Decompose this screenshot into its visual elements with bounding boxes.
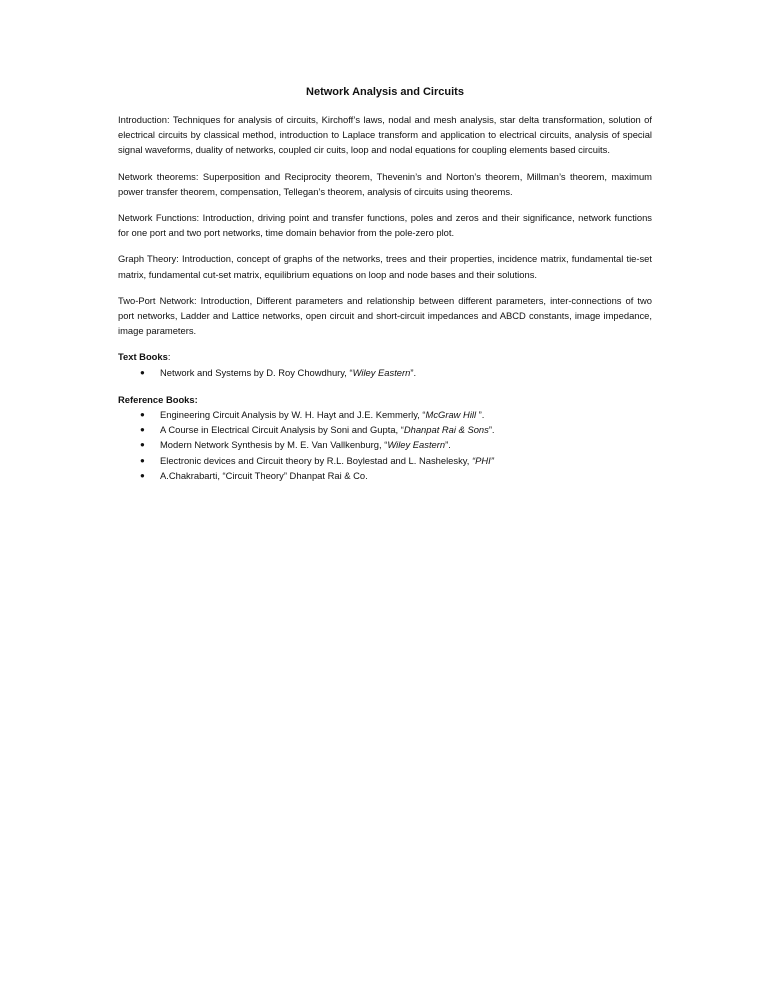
text-books-list xyxy=(118,365,652,380)
bullet-icon: ● xyxy=(140,470,145,480)
bullet-icon: ● xyxy=(140,425,145,435)
document-page xyxy=(118,86,652,495)
bullet-icon: ● xyxy=(140,367,145,377)
text-books-colon: : xyxy=(167,351,171,363)
list-item: ● A.Chakrabarti, “Circuit Theory” Dhanpat Rai & Co. xyxy=(118,468,652,483)
bullet-icon: ● xyxy=(140,455,145,465)
paragraph-network-functions: Network Functions: Introduction, driving point and transfer functions, poles and zeros and their significance, network functions for one port and two port networks, time domain behavior from the pole-zero plot. xyxy=(118,212,652,239)
reference-books-label: Reference Books: xyxy=(118,393,198,405)
text-books-label: Text Books xyxy=(118,351,168,363)
bullet-icon: ● xyxy=(140,440,145,450)
list-item: ● Electronic devices and Circuit theory by R.L. Boylestad and L. Nashelesky, “PHI” xyxy=(118,453,652,468)
list-item: ● Engineering Circuit Analysis by W. H. Hayt and J.E. Kemmerly, “McGraw Hill ”. xyxy=(118,407,652,422)
paragraph-two-port-network: Two-Port Network: Introduction, Different parameters and relationship between different parameters, inter-connections of two port networks, Ladder and Lattice networks, open circuit and short-circuit impedances and ABCD constants, image impedance, image parameters. xyxy=(118,294,652,337)
page-title: Network Analysis and Circuits xyxy=(306,86,464,98)
paragraph-network-theorems: Network theorems: Superposition and Reciprocity theorem, Thevenin’s and Norton’s theorem, Millman’s theorem, maximum power transfer theorem, compensation, Tellegan’s theorem, analysis of circuits using theorems. xyxy=(118,170,652,197)
list-item: ● A Course in Electrical Circuit Analysis by Soni and Gupta, “Dhanpat Rai & Sons”. xyxy=(118,422,652,437)
paragraph-graph-theory: Graph Theory: Introduction, concept of graphs of the networks, trees and their properties, incidence matrix, fundamental tie-set matrix, fundamental cut-set matrix, equilibrium equations on loop and node bases and their solutions. xyxy=(118,253,652,280)
paragraph-introduction: Introduction: Techniques for analysis of circuits, Kirchoff’s laws, nodal and mesh analysis, star delta transformation, solution of electrical circuits by classical method, introduction to Laplace transform and application to electrical circuits, analysis of special signal waveforms, duality of networks, coupled cir cuits, loop and nodal equations for coupling elements based circuits. xyxy=(118,114,652,156)
text-books-heading xyxy=(118,349,652,364)
reference-books-list xyxy=(118,407,652,483)
bullet-icon: ● xyxy=(140,410,145,420)
list-item: ● Modern Network Synthesis by M. E. Van Vallkenburg, “Wiley Eastern”. xyxy=(118,437,652,452)
list-item: ● Network and Systems by D. Roy Chowdhury, “Wiley Eastern”. xyxy=(118,365,652,380)
